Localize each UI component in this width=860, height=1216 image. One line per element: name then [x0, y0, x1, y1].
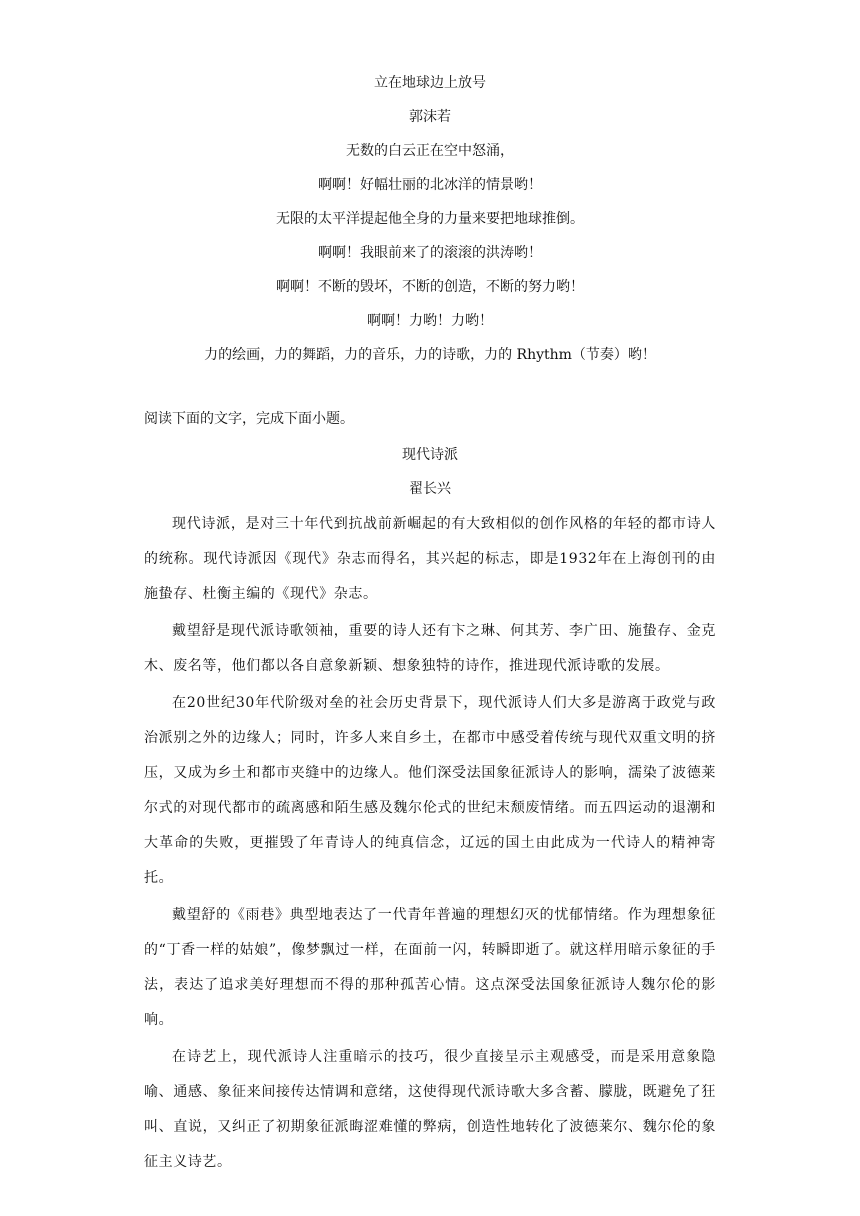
poem-line: 啊啊！我眼前来了的滚滚的洪涛哟！ [318, 245, 542, 261]
essay-paragraph: 现代诗派，是对三十年代到抗战前新崛起的有大致相似的创作风格的年轻的都市诗人的统称。现代诗派因《现代》杂志而得名，其兴起的标志，即是1932年在上海创刊的由施蛰存、杜衡主编的《现代》杂志。 [144, 516, 716, 602]
poem-line: 啊啊！力哟！力哟！ [367, 313, 493, 329]
poem-line: 啊啊！不断的毁坏，不断的创造，不断的努力哟！ [276, 279, 584, 295]
essay-body [144, 507, 716, 1182]
reading-instruction: 阅读下面的文字，完成下面小题。 [144, 411, 354, 427]
poem-line: 无数的白云正在空中怒涌， [346, 143, 514, 159]
poem-line: 无限的太平洋提起他全身的力量来要把地球推倒。 [276, 211, 584, 227]
poem-section [144, 66, 716, 372]
essay-author: 翟长兴 [409, 481, 451, 497]
poem-title: 立在地球边上放号 [374, 75, 486, 91]
essay-paragraph: 戴望舒的《雨巷》典型地表达了一代青年普遍的理想幻灭的忧郁情绪。作为理想象征的“丁香一样的姑娘”，像梦飘过一样，在面前一闪，转瞬即逝了。就这样用暗示象征的手法，表达了追求美好理想而不得的那种孤苦心情。这点深受法国象征派诗人魏尔伦的影响。 [144, 907, 716, 1028]
essay-header [144, 438, 716, 506]
essay-paragraph: 戴望舒是现代派诗歌领袖，重要的诗人还有卞之琳、何其芳、李广田、施蛰存、金克木、废名等，他们都以各自意象新颖、想象独特的诗作，推进现代派诗歌的发展。 [144, 623, 716, 674]
poem-author: 郭沫若 [409, 109, 451, 125]
essay-paragraph: 在诗艺上，现代派诗人注重暗示的技巧，很少直接呈示主观感受，而是采用意象隐喻、通感、象征来间接传达情调和意绪，这使得现代派诗歌大多含蓄、朦胧，既避免了狂叫、直说，又纠正了初期象征派晦涩难懂的弊病，创造性地转化了波德莱尔、魏尔伦的象征主义诗艺。 [144, 1049, 716, 1170]
essay-paragraph: 在20世纪30年代阶级对垒的社会历史背景下，现代派诗人们大多是游离于政党与政治派别之外的边缘人；同时，许多人来自乡土，在都市中感受着传统与现代双重文明的挤压，又成为乡土和都市夹缝中的边缘人。他们深受法国象征派诗人的影响，濡染了波德莱尔式的对现代都市的疏离感和陌生感及魏尔伦式的世纪末颓废情绪。而五四运动的退潮和大革命的失败，更摧毁了年青诗人的纯真信念，辽远的国土由此成为一代诗人的精神寄托。 [144, 695, 716, 886]
poem-line: 力的绘画，力的舞蹈，力的音乐，力的诗歌，力的 Rhythm（节奏）哟！ [204, 347, 656, 363]
poem-line: 啊啊！好幅壮丽的北冰洋的情景哟！ [318, 177, 542, 193]
essay-title: 现代诗派 [402, 447, 458, 463]
